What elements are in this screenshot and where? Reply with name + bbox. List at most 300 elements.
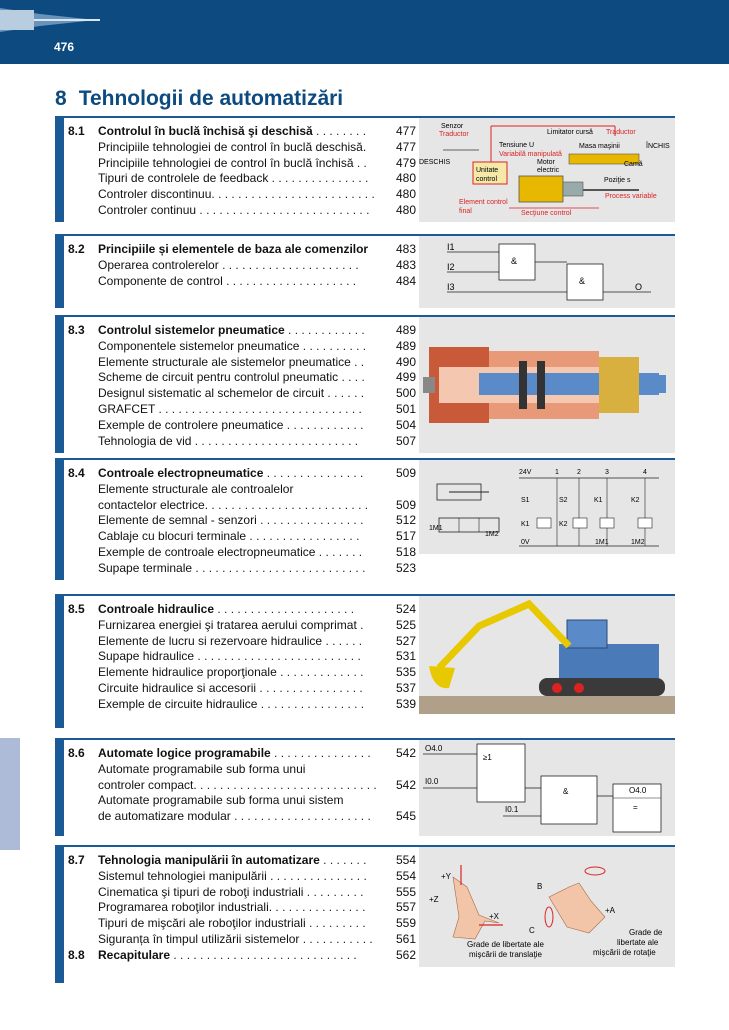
toc-entry[interactable]	[68, 402, 416, 418]
toc-entry-text: Programarea roboţilor industriali.	[98, 900, 273, 915]
page-reference: 480	[395, 187, 416, 202]
chapter-title	[55, 87, 343, 111]
toc-entry-title	[98, 258, 390, 274]
fig-label: I3	[447, 282, 455, 292]
section-side-bar	[55, 234, 64, 308]
toc-entry-title	[98, 124, 390, 140]
fig-label: 1M1	[595, 539, 609, 546]
toc-entry-text: Controlul în buclă închisă şi deschisă	[98, 124, 313, 138]
fig-label: Traductor	[606, 129, 636, 136]
toc-entry-text: Designul sistematic al schemelor de circuit	[98, 386, 325, 401]
toc-entry[interactable]	[68, 418, 416, 434]
section-8-1	[55, 116, 675, 222]
toc-entry[interactable]	[68, 370, 416, 386]
toc-entry[interactable]	[68, 203, 416, 219]
dot-leader: . . . . . . . . . . . . . . . . . . . . . . . . . .	[192, 560, 366, 575]
fig-label: I0.1	[505, 805, 519, 814]
page-reference: 517	[395, 529, 416, 544]
toc-entry[interactable]	[68, 498, 416, 514]
page-reference: 479	[395, 155, 416, 170]
dot-leader: . . . . . . . . . . . . . . . . . . . . .	[230, 809, 371, 824]
figure-electropneumatic-circuit	[419, 460, 675, 554]
page-reference: 509	[395, 497, 416, 512]
fig-label: Grade de libertate ale	[467, 940, 544, 949]
toc-entry-text: Exemple de controlere pneumatice	[98, 417, 284, 432]
toc-entry-text: Controale hidraulice	[98, 602, 215, 616]
toc-entry[interactable]	[68, 274, 416, 290]
fig-label: Senzor	[441, 123, 464, 130]
toc-entry-title	[98, 242, 390, 258]
page-reference: 537	[395, 680, 416, 695]
toc-entry-title	[98, 370, 390, 386]
section-number: 8.3	[68, 323, 85, 337]
toc-entry-title	[98, 885, 390, 901]
toc-entry-title	[98, 618, 390, 634]
page-reference: 527	[395, 633, 416, 648]
toc-block	[68, 853, 416, 964]
fig-label: final	[459, 208, 472, 215]
dot-leader: . . . . . . .	[315, 544, 363, 559]
toc-entry[interactable]	[68, 649, 416, 665]
toc-entry-title	[98, 418, 390, 434]
dot-leader: . . . . . . . . . . . . . .	[272, 900, 366, 915]
toc-entry[interactable]	[68, 355, 416, 371]
dot-leader: . . . . . . . . . . . . . . . .	[257, 696, 365, 711]
page-reference: 554	[395, 868, 416, 883]
page-reference: 477	[395, 139, 416, 154]
dot-leader: . . . . . . . . . . . . . . . . . . . . .	[218, 257, 359, 272]
dot-leader: . . . . . . . . .	[303, 884, 364, 899]
fig-label: K1	[521, 521, 530, 528]
page-reference: 525	[395, 617, 416, 632]
toc-entry-title	[98, 482, 390, 498]
toc-entry-text: Supape hidraulice	[98, 649, 195, 664]
fig-label: DESCHIS	[419, 159, 451, 166]
page-reference: 512	[395, 513, 416, 528]
page-reference: 504	[395, 417, 416, 432]
chapter-number: 8	[55, 87, 67, 110]
dot-leader: . . . . . .	[324, 386, 365, 401]
dot-leader: . . . . . . . . . . . . . . . . .	[246, 529, 360, 544]
toc-entry-title	[98, 274, 390, 290]
toc-entry-text: Circuite hidraulice si accesorii	[98, 680, 257, 695]
dot-leader: . . . . . . . . . . . . . . . . . . . . . . . . .	[211, 187, 375, 202]
page-reference: 501	[395, 401, 416, 416]
dot-leader: . .	[353, 155, 367, 170]
page-number: 476	[54, 40, 75, 54]
fig-label: Unitate	[476, 167, 499, 174]
section-number: 8.1	[68, 124, 85, 138]
toc-entry-text: GRAFCET	[98, 401, 156, 416]
dot-leader: . . . . . . . . . . . . . . . . . . . . . . . . . . .	[196, 777, 377, 792]
dot-leader: . . . . . . . . . . . . . . . . . . . . . . . .	[208, 497, 369, 512]
figure-logic-gates	[419, 236, 675, 308]
toc-entry[interactable]	[68, 386, 416, 402]
fig-label: Grade de	[629, 928, 663, 937]
page-reference: 489	[395, 338, 416, 353]
page-reference: 507	[395, 433, 416, 448]
page-reference: 523	[395, 560, 416, 575]
fig-label: O4.0	[629, 786, 647, 795]
toc-entry-text: Siguranța în timpul utilizării sistemelor	[98, 931, 300, 946]
toc-entry[interactable]	[68, 171, 416, 187]
toc-entry-text: Elemente hidraulice proporţionale	[98, 665, 277, 680]
dot-leader: . . . . . . . . . .	[299, 338, 367, 353]
page-reference: 483	[395, 242, 416, 256]
fig-label: S1	[521, 497, 530, 504]
page-reference: 535	[395, 665, 416, 680]
toc-entry[interactable]	[68, 339, 416, 355]
fig-label: &	[579, 276, 586, 286]
page-reference: 542	[395, 777, 416, 792]
toc-entry[interactable]	[68, 809, 416, 825]
fig-label: I1	[447, 242, 455, 252]
dot-leader: . . . .	[338, 370, 365, 385]
page-reference: 489	[395, 323, 416, 337]
toc-entry-title	[98, 171, 390, 187]
fig-label: +X	[489, 912, 500, 921]
toc-entry-title	[98, 634, 390, 650]
toc-entry[interactable]	[68, 762, 416, 778]
fig-label: O4.0	[425, 744, 443, 753]
dot-leader: . . . . . . . . . . . . . . .	[263, 466, 364, 480]
section-number: 8.7	[68, 853, 85, 867]
page-reference: 490	[395, 354, 416, 369]
toc-block	[68, 602, 416, 713]
toc-entry[interactable]	[68, 187, 416, 203]
toc-entry-text: Tipuri de mişcări ale roboţilor industriali	[98, 916, 306, 931]
dot-leader: .	[356, 617, 364, 632]
toc-entry[interactable]	[68, 697, 416, 713]
toc-entry-text: Controler continuu	[98, 202, 197, 217]
toc-entry[interactable]	[68, 681, 416, 697]
fig-label: mişcării de rotaţie	[593, 948, 656, 957]
section-side-bar	[55, 116, 64, 222]
toc-entry-text: Controler discontinuu	[98, 187, 212, 202]
page-reference: 561	[395, 931, 416, 946]
fig-label: 1M2	[631, 539, 645, 546]
figure-excavator	[419, 596, 675, 714]
section-8-4	[55, 458, 675, 580]
toc-entry-title	[98, 697, 390, 713]
toc-entry[interactable]	[68, 140, 416, 156]
dot-leader: . .	[350, 354, 365, 369]
dot-leader: . . . . . . . . . . . . .	[276, 665, 364, 680]
toc-entry-title	[98, 948, 390, 964]
toc-entry[interactable]	[68, 529, 416, 545]
fig-label: Camă	[624, 161, 643, 168]
toc-entry[interactable]	[68, 778, 416, 794]
toc-entry[interactable]	[68, 948, 416, 964]
toc-entry-text: contactelor electrice.	[98, 497, 209, 512]
toc-entry-text: Elemente structurale ale controalelor	[98, 481, 294, 496]
toc-entry-title	[98, 529, 390, 545]
fig-label: +Z	[429, 895, 439, 904]
page-reference: 524	[395, 602, 416, 616]
page-reference: 477	[395, 124, 416, 138]
dot-leader: . . . . . . . . . . . . . . . . . . . . . . . . . . . . . . .	[155, 401, 362, 416]
toc-entry-text: Elemente de lucru si rezervoare hidraulice	[98, 633, 323, 648]
fig-label: S2	[559, 497, 568, 504]
dot-leader: . . . . . . . . . . . . . . . . . . . . .	[214, 602, 355, 616]
figure-pneumatic-cylinder	[419, 317, 675, 453]
fig-label: &	[511, 256, 518, 266]
dot-leader: . . . . . . . . . . . . . . . .	[256, 513, 364, 528]
toc-block	[68, 323, 416, 449]
fig-label: Variabilă manipulată	[499, 151, 562, 158]
page-reference: 500	[395, 386, 416, 401]
toc-entry-text: Principiile tehnologiei de control în buclă deschisă.	[98, 139, 367, 154]
toc-entry-title	[98, 916, 390, 932]
fig-label: K1	[594, 497, 603, 504]
fig-label: B	[537, 882, 543, 891]
section-8-7	[55, 845, 675, 983]
page-reference: 480	[395, 202, 416, 217]
toc-entry[interactable]	[68, 916, 416, 932]
dot-leader: . . . . . . . . . . . . . . .	[268, 171, 369, 186]
toc-entry[interactable]	[68, 869, 416, 885]
dot-leader: . . . . . . . . . . . . . . . . . . . . . . . . . . . .	[170, 947, 357, 962]
fig-label: 2	[577, 469, 581, 476]
toc-entry-title	[98, 386, 390, 402]
fig-label: Secţiune control	[521, 210, 572, 217]
toc-entry[interactable]	[68, 434, 416, 450]
toc-block	[68, 124, 416, 219]
toc-entry[interactable]	[68, 793, 416, 809]
toc-entry[interactable]	[68, 561, 416, 577]
page-reference: 480	[395, 171, 416, 186]
section-number: 8.4	[68, 466, 85, 480]
section-side-bar	[55, 738, 64, 836]
fig-label: Limitator cursă	[547, 129, 593, 136]
toc-entry-text: Componente de control	[98, 273, 223, 288]
toc-entry-text: Controlul sistemelor pneumatice	[98, 323, 285, 337]
fig-label: 3	[605, 469, 609, 476]
figure-plc-logic	[419, 740, 675, 836]
dot-leader: . . . . . . . . . . . . . . . . . . . . . . . . .	[191, 433, 359, 448]
dot-leader: . . . . . . . . . . . . . . . . . . . . . . . . . .	[196, 202, 370, 217]
fig-label: mişcării de translaţie	[469, 950, 542, 959]
toc-entry-title	[98, 156, 390, 172]
section-8-5	[55, 594, 675, 728]
cylinder-illustration	[0, 0, 110, 40]
toc-entry[interactable]	[68, 242, 416, 258]
page-reference: 557	[395, 900, 416, 915]
chapter-title-text: Tehnologii de automatizări	[78, 87, 344, 110]
toc-entry[interactable]	[68, 545, 416, 561]
toc-entry-title	[98, 339, 390, 355]
toc-entry-text: controler compact.	[98, 777, 197, 792]
dot-leader: . . . . . . . . . . . . . . .	[270, 746, 371, 760]
fig-label: Element control	[459, 199, 508, 206]
section-side-bar	[55, 315, 64, 453]
page-reference: 531	[395, 649, 416, 664]
toc-entry-title	[98, 900, 390, 916]
header-band	[0, 0, 729, 64]
fig-label: control	[476, 176, 498, 183]
dot-leader: . . . . . . . . . . . . . . . . . . . .	[222, 273, 357, 288]
toc-entry-title	[98, 762, 390, 778]
toc-entry-text: Tehnologia de vid	[98, 433, 192, 448]
page-reference: 545	[395, 809, 416, 824]
toc-entry[interactable]	[68, 124, 416, 140]
dot-leader: . . . . . . . . . . .	[299, 931, 373, 946]
toc-entry-title	[98, 853, 390, 869]
fig-label: ÎNCHIS	[646, 143, 670, 150]
dot-leader: . . . . . . . .	[312, 124, 367, 138]
toc-entry-title	[98, 513, 390, 529]
toc-block	[68, 242, 416, 289]
toc-entry[interactable]	[68, 482, 416, 498]
toc-entry[interactable]	[68, 618, 416, 634]
section-side-bar	[55, 845, 64, 983]
fig-label: =	[633, 803, 638, 812]
figure-robot-degrees-of-freedom	[419, 847, 675, 967]
toc-entry-text: Principiile și elementele de baza ale comenzilor	[98, 242, 369, 256]
fig-label: O	[635, 282, 643, 292]
toc-entry-title	[98, 355, 390, 371]
section-8-2	[55, 234, 675, 308]
page-reference: 484	[395, 273, 416, 288]
chapter-side-tab	[0, 738, 20, 850]
dot-leader: . . . . . . .	[319, 853, 367, 867]
fig-label: I2	[447, 262, 455, 272]
toc-entry[interactable]	[68, 258, 416, 274]
toc-entry-title	[98, 681, 390, 697]
toc-entry-text: Tehnologia manipulării în automatizare	[98, 853, 320, 867]
page-reference: 539	[395, 696, 416, 711]
toc-entry-text: Automate logice programabile	[98, 746, 271, 760]
fig-label: K2	[559, 521, 568, 528]
toc-block	[68, 466, 416, 577]
toc-entry-text: Sistemul tehnologiei manipulării	[98, 868, 267, 883]
section-8-3	[55, 315, 675, 453]
toc-entry-text: Supape terminale	[98, 560, 193, 575]
fig-label: C	[529, 926, 535, 935]
toc-entry[interactable]	[68, 634, 416, 650]
section-side-bar	[55, 594, 64, 728]
toc-block	[68, 746, 416, 825]
fig-label: Motor	[537, 159, 555, 166]
toc-entry-title	[98, 793, 390, 809]
dot-leader: . . . . . . . . . . . . . . .	[266, 868, 367, 883]
page-reference: 499	[395, 370, 416, 385]
toc-entry[interactable]	[68, 746, 416, 762]
page-reference: 509	[395, 466, 416, 480]
fig-label: Tensiune U	[499, 142, 535, 149]
fig-label: 0V	[521, 539, 530, 546]
toc-entry-title	[98, 932, 390, 948]
fig-label: Masa maşinii	[579, 143, 620, 150]
fig-label: Poziţie s	[604, 177, 631, 184]
toc-entry-text: Recapitulare	[98, 947, 171, 962]
toc-entry-text: Elemente de semnal - senzori	[98, 513, 257, 528]
toc-entry-text: de automatizare modular	[98, 809, 231, 824]
fig-label: +Y	[441, 872, 452, 881]
toc-entry-title	[98, 140, 390, 156]
dot-leader: . . . . . . . . .	[305, 916, 366, 931]
toc-entry[interactable]	[68, 932, 416, 948]
toc-entry-title	[98, 187, 390, 203]
toc-entry-text: Exemple de controale electropneumatice	[98, 544, 316, 559]
toc-entry-title	[98, 545, 390, 561]
toc-entry-title	[98, 434, 390, 450]
fig-label: 1M2	[485, 531, 499, 538]
fig-label: +A	[605, 906, 616, 915]
toc-entry[interactable]	[68, 900, 416, 916]
dot-leader: . . . . . . . . . . . . . . . .	[256, 680, 363, 695]
toc-entry-title	[98, 649, 390, 665]
page-reference: 559	[395, 916, 416, 931]
section-8-6	[55, 738, 675, 836]
section-side-bar	[55, 458, 64, 580]
toc-entry-text: Exemple de circuite hidraulice	[98, 696, 258, 711]
toc-entry[interactable]	[68, 466, 416, 482]
fig-label: 1M1	[429, 525, 443, 532]
figure-control-loop	[419, 118, 675, 222]
toc-entry-title	[98, 402, 390, 418]
dot-leader: . . . . . . . . . . . .	[284, 323, 365, 337]
section-number: 8.8	[68, 947, 85, 962]
fig-label: 4	[643, 469, 647, 476]
toc-entry-title	[98, 323, 390, 339]
toc-entry[interactable]	[68, 602, 416, 618]
toc-entry-text: Tipuri de controlele de feedback	[98, 171, 269, 186]
fig-label: &	[563, 787, 569, 796]
toc-entry-title	[98, 602, 390, 618]
toc-entry[interactable]	[68, 853, 416, 869]
fig-label: Traductor	[439, 131, 469, 138]
dot-leader: . . . . . .	[322, 633, 363, 648]
fig-label: ≥1	[483, 753, 492, 762]
toc-entry[interactable]	[68, 885, 416, 901]
page-reference: 554	[395, 853, 416, 867]
toc-entry-title	[98, 203, 390, 219]
page-reference: 555	[395, 884, 416, 899]
toc-entry-text: Componentele sistemelor pneumatice	[98, 338, 300, 353]
fig-label: 24V	[519, 469, 532, 476]
dot-leader: . . . . . . . . . . . . . . . . . . . . . . . . .	[194, 649, 361, 664]
toc-entry-text: Scheme de circuit pentru controlul pneumatic	[98, 370, 339, 385]
fig-label: electric	[537, 167, 560, 174]
toc-entry-text: Controale electropneumatice	[98, 466, 264, 480]
fig-label: K2	[631, 497, 640, 504]
fig-label: libertate ale	[617, 938, 659, 947]
fig-label: I0.0	[425, 777, 439, 786]
toc-entry-title	[98, 466, 390, 482]
page-reference: 518	[395, 544, 416, 559]
toc-entry[interactable]	[68, 513, 416, 529]
page-reference: 483	[395, 257, 416, 272]
toc-entry-text: Cablaje cu blocuri terminale	[98, 529, 247, 544]
section-number: 8.6	[68, 746, 85, 760]
toc-entry-title	[98, 665, 390, 681]
toc-entry[interactable]	[68, 665, 416, 681]
toc-entry-text: Cinematica şi tipuri de roboţi industriali	[98, 884, 304, 899]
page-reference: 542	[395, 746, 416, 760]
toc-entry-title	[98, 561, 390, 577]
toc-entry-title	[98, 498, 390, 514]
fig-label: 1	[555, 469, 559, 476]
toc-entry-title	[98, 746, 390, 762]
page-reference: 562	[395, 947, 416, 962]
toc-entry[interactable]	[68, 323, 416, 339]
toc-entry[interactable]	[68, 156, 416, 172]
toc-entry-text: Automate programabile sub forma unui sistem	[98, 793, 344, 808]
toc-entry-text: Elemente structurale ale sistemelor pneumatice	[98, 354, 351, 369]
toc-entry-text: Principiile tehnologiei de control în buclă închisă	[98, 155, 354, 170]
toc-entry-title	[98, 809, 390, 825]
